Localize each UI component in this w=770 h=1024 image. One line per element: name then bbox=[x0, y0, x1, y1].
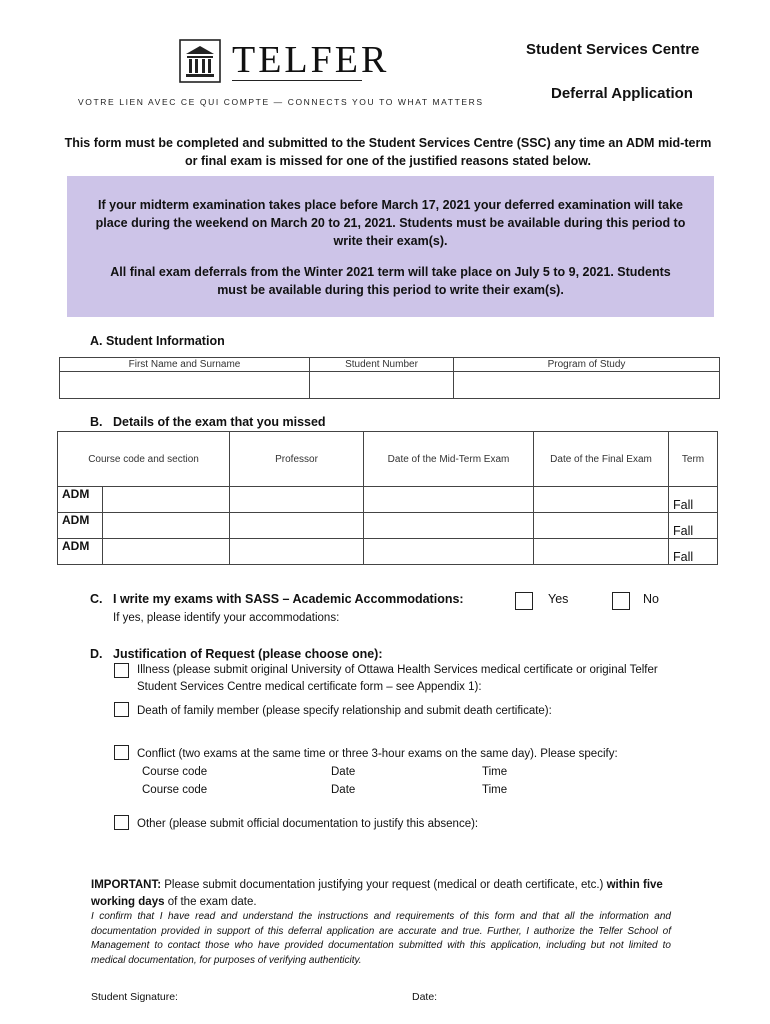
col-student-number-header: Student Number bbox=[310, 358, 454, 372]
sass-accommodations-prompt: If yes, please identify your accommodations: bbox=[113, 612, 340, 624]
course-code-field[interactable] bbox=[103, 487, 230, 513]
section-c-title: I write my exams with SASS – Academic Accommodations: bbox=[113, 592, 464, 606]
important-deadline: within five working days bbox=[91, 879, 663, 908]
section-d-letter: D. bbox=[90, 647, 103, 661]
conflict-checkbox[interactable] bbox=[114, 745, 129, 760]
notice-p2: All final exam deferrals from the Winter 2021 term will take place on July 5 to 9, 2021. Students must be available during this period to write their exam(s). bbox=[110, 265, 671, 297]
course-prefix: ADM bbox=[58, 513, 103, 539]
conflict-date-2: Date bbox=[331, 784, 356, 796]
signature-label: Student Signature: bbox=[91, 991, 178, 1003]
section-b-letter: B. bbox=[90, 415, 103, 429]
professor-field[interactable] bbox=[230, 513, 364, 539]
col-name-header: First Name and Surname bbox=[60, 358, 310, 372]
term-value[interactable]: Fall bbox=[669, 513, 718, 539]
section-b-title: Details of the exam that you missed bbox=[113, 415, 326, 429]
building-icon bbox=[178, 38, 222, 84]
date-field[interactable] bbox=[445, 985, 645, 1003]
logo-name: TELFER bbox=[232, 39, 390, 81]
sass-no-checkbox[interactable] bbox=[612, 592, 630, 610]
final-date-field[interactable] bbox=[534, 539, 669, 565]
term-value[interactable]: Fall bbox=[669, 539, 718, 565]
name-field[interactable] bbox=[60, 372, 310, 399]
professor-field[interactable] bbox=[230, 539, 364, 565]
table-row bbox=[58, 487, 718, 513]
important-text-a: Please submit documentation justifying your request (medical or death certificate, etc.) bbox=[161, 879, 607, 891]
conflict-course-code-1: Course code bbox=[142, 766, 208, 778]
signature-field[interactable] bbox=[185, 985, 385, 1003]
course-code-field[interactable] bbox=[103, 539, 230, 565]
midterm-date-field[interactable] bbox=[364, 513, 534, 539]
student-number-field[interactable] bbox=[310, 372, 454, 399]
table-row bbox=[58, 513, 718, 539]
exam-details-table bbox=[57, 431, 718, 565]
section-d-title: Justification of Request (please choose one): bbox=[113, 647, 383, 661]
term-value[interactable]: Fall bbox=[669, 487, 718, 513]
other-checkbox[interactable] bbox=[114, 815, 129, 830]
death-label: Death of family member (please specify relationship and submit death certificate): bbox=[137, 705, 552, 717]
tagline: VOTRE LIEN AVEC CE QUI COMPTE — CONNECTS YOU TO WHAT MATTERS bbox=[78, 97, 484, 107]
notice-p1: If your midterm examination takes place before March 17, 2021 your deferred examination will take place during the weekend on March 20 to 21, 2021. Students must be available during this period to write their exam(s). bbox=[95, 198, 686, 248]
conflict-label: Conflict (two exams at the same time or three 3-hour exams on the same day). Please specify: bbox=[137, 748, 618, 760]
illness-line-2: Student Services Centre medical certificate form – see Appendix 1): bbox=[137, 681, 482, 693]
program-field[interactable] bbox=[454, 372, 720, 399]
intro-text: This form must be completed and submitted to the Student Services Centre (SSC) any time an ADM mid-term or final exam is missed for one of the justified reasons stated below. bbox=[64, 136, 712, 168]
conflict-time-1: Time bbox=[482, 766, 508, 778]
col-term-header: Term bbox=[669, 432, 718, 487]
course-prefix: ADM bbox=[58, 539, 103, 565]
section-a-title: A. Student Information bbox=[90, 334, 225, 348]
conflict-time-2: Time bbox=[482, 784, 508, 796]
table-row bbox=[58, 539, 718, 565]
professor-field[interactable] bbox=[230, 487, 364, 513]
date-label: Date: bbox=[412, 991, 438, 1003]
final-date-field[interactable] bbox=[534, 487, 669, 513]
important-notice bbox=[91, 877, 671, 911]
sass-yes-checkbox[interactable] bbox=[515, 592, 533, 610]
final-date-field[interactable] bbox=[534, 513, 669, 539]
section-c-letter: C. bbox=[90, 592, 103, 606]
course-prefix: ADM bbox=[58, 487, 103, 513]
important-text-c: of the exam date. bbox=[164, 896, 257, 908]
col-final-header: Date of the Final Exam bbox=[534, 432, 669, 487]
col-course-header: Course code and section bbox=[58, 432, 230, 487]
conflict-date-1: Date bbox=[331, 766, 356, 778]
sass-yes-label: Yes bbox=[548, 592, 569, 606]
death-checkbox[interactable] bbox=[114, 702, 129, 717]
course-code-field[interactable] bbox=[103, 513, 230, 539]
logo bbox=[178, 38, 390, 84]
midterm-date-field[interactable] bbox=[364, 487, 534, 513]
midterm-date-field[interactable] bbox=[364, 539, 534, 565]
conflict-course-code-2: Course code bbox=[142, 784, 208, 796]
student-info-table bbox=[59, 357, 720, 399]
sass-no-label: No bbox=[643, 592, 659, 606]
col-program-header: Program of Study bbox=[454, 358, 720, 372]
col-professor-header: Professor bbox=[230, 432, 364, 487]
logo-rule bbox=[232, 80, 362, 81]
illness-line-1: Illness (please submit original University of Ottawa Health Services medical certificate or original Telfer bbox=[137, 664, 658, 676]
form-title: Deferral Application bbox=[551, 85, 693, 102]
confirmation-text: I confirm that I have read and understand the instructions and requirements of this form and that all the information and documentation provided in support of this deferral application are accurate and true. Further, I authorize the Telfer School of Management to contact those who have provided documentation submitted with this application, including but not limited to medical documentation, for purposes of verifying authenticity. bbox=[91, 911, 671, 966]
notice-box bbox=[67, 176, 714, 317]
important-label: IMPORTANT: bbox=[91, 879, 162, 891]
other-label: Other (please submit official documentation to justify this absence): bbox=[137, 818, 479, 830]
col-midterm-header: Date of the Mid-Term Exam bbox=[364, 432, 534, 487]
illness-checkbox[interactable] bbox=[114, 663, 129, 678]
centre-title: Student Services Centre bbox=[526, 41, 700, 58]
